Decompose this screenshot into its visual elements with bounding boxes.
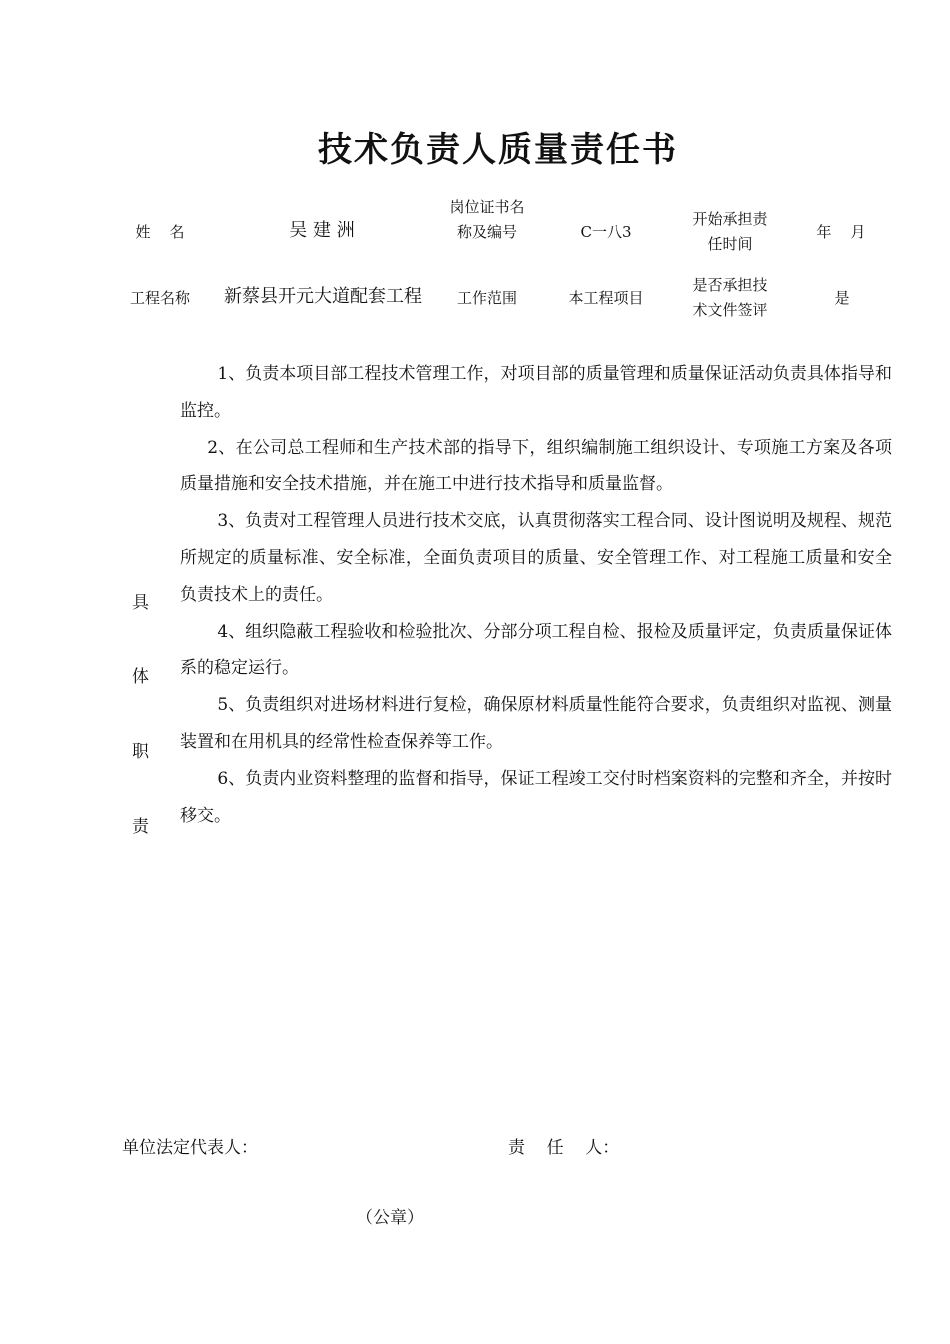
name-value: 吴 建 洲 (289, 220, 355, 241)
duty-item: 5、负责组织对进场材料进行复检，确保原材料质量性能符合要求，负责组织对监视、测量装置和在用机具的经常性检查保养等工作。 (180, 695, 892, 752)
scope-value: 本工程项目 (568, 289, 644, 307)
cert-label: 岗位证书名称及编号 (449, 198, 525, 241)
sign-label: 是否承担技术文件签评 (692, 276, 768, 319)
project-label: 工程名称 (129, 289, 190, 307)
responsible-person-label: 责 任 人： (508, 1138, 620, 1158)
duties-label-char: 职 (132, 742, 149, 762)
project-value: 新蔡县开元大道配套工程 (224, 286, 422, 307)
start-label: 开始承担责任时间 (692, 210, 768, 253)
legal-rep-label: 单位法定代表人： (122, 1138, 258, 1158)
duty-item: 4、组织隐蔽工程验收和检验批次、分部分项工程自检、报检及质量评定，负责质量保证体系的稳定运行。 (180, 621, 892, 679)
duty-item: 2、在公司总工程师和生产技术部的指导下，组织编制施工组织设计、专项施工方案及各项质量措施和安全技术措施，并在施工中进行技术指导和质量监督。 (180, 437, 892, 495)
duties-label-char: 体 (132, 667, 149, 687)
name-label: 姓 名 (135, 223, 185, 241)
scope-label: 工作范围 (456, 289, 517, 307)
duties-label-char: 责 (132, 817, 149, 837)
duties-list (180, 356, 892, 834)
duties-label-char: 具 (132, 593, 149, 613)
seal-label: （公章） (356, 1208, 424, 1228)
sign-value: 是 (834, 289, 850, 307)
duty-item: 6、负责内业资料整理的监督和指导，保证工程竣工交付时档案资料的完整和齐全，并按时移交。 (180, 768, 892, 826)
duty-item: 3、负责对工程管理人员进行技术交底，认真贯彻落实工程合同、设计图说明及规程、规范所规定的质量标准、安全标准，全面负责项目的质量、安全管理工作、对工程施工质量和安全负责技术上的责任。 (180, 511, 892, 605)
page-title: 技术负责人质量责任书 (318, 130, 678, 170)
duty-item: 1、负责本项目部工程技术管理工作，对项目部的质量管理和质量保证活动负责具体指导和监控。 (180, 364, 892, 421)
cert-value: C一八3 (580, 223, 632, 241)
start-value: 年 月 (816, 223, 866, 241)
